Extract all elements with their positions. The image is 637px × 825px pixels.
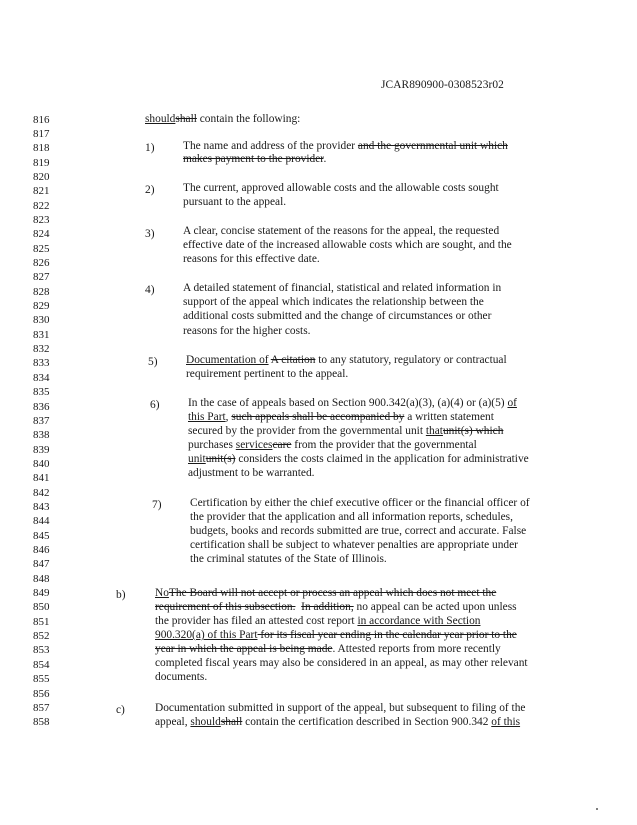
- item-2-line-2: pursuant to the appeal.: [183, 196, 287, 208]
- item-5-line-2: requirement pertinent to the appeal.: [186, 368, 349, 380]
- body-text: appeal,: [155, 716, 191, 728]
- line-number: 853: [33, 644, 50, 657]
- item-marker-2: 2): [145, 184, 155, 196]
- item-marker-7: 7): [152, 499, 162, 511]
- inserted-text: services: [235, 439, 273, 451]
- item-6-line-2: [188, 411, 494, 423]
- body-text: ,: [225, 411, 232, 423]
- item-4-line-1: A detailed statement of financial, statistical and related information in: [183, 282, 502, 294]
- item-1-line-2: [183, 153, 326, 165]
- item-1-line-1: [183, 140, 508, 152]
- line-number: 858: [33, 716, 50, 729]
- item-5-line-1: [186, 354, 507, 366]
- line-number: 830: [33, 314, 50, 327]
- item-2-line-1: The current, approved allowable costs and the allowable costs sought: [183, 182, 499, 194]
- line-number: 833: [33, 357, 50, 370]
- item-7-line-2: the provider that the application and all information reports, schedules,: [190, 511, 513, 523]
- deleted-text: The Board will not accept or process an appeal which does not meet the: [168, 587, 497, 599]
- body-text: secured by the provider from the governmental unit: [188, 425, 426, 437]
- line-number: 817: [33, 127, 50, 140]
- item-marker-4: 4): [145, 284, 155, 296]
- inserted-text: unit: [188, 453, 206, 465]
- line-number: 825: [33, 242, 50, 255]
- item-3-line-3: reasons for this effective date.: [183, 253, 320, 265]
- line-number: 850: [33, 601, 50, 614]
- item-7-line-4: certification shall be subject to whatever penalties are appropriate under: [190, 539, 518, 551]
- section-b-line-5: [155, 643, 501, 655]
- line-number: 848: [33, 572, 50, 585]
- deleted-text: unit(s) which: [442, 425, 504, 437]
- inserted-text: this Part: [188, 411, 226, 423]
- body-text: considers the costs claimed in the application for administrative: [235, 453, 529, 465]
- line-number: 821: [33, 185, 50, 198]
- line-number: 832: [33, 343, 50, 356]
- line-number: 857: [33, 701, 50, 714]
- line-number: 823: [33, 213, 50, 226]
- line-number: 828: [33, 285, 50, 298]
- section-marker-c: c): [116, 704, 125, 716]
- line-number: 834: [33, 371, 50, 384]
- deleted-text: care: [272, 439, 292, 451]
- section-b-line-4: [155, 629, 517, 641]
- body-text: purchases: [188, 439, 236, 451]
- line-number: 835: [33, 386, 50, 399]
- deleted-text: and the governmental unit which: [357, 140, 508, 152]
- body-text: to any statutory, regulatory or contractual: [315, 354, 507, 366]
- line-number: 855: [33, 673, 50, 686]
- deleted-text: for its fiscal year ending in the calendar year prior to the: [257, 629, 517, 641]
- body-text: a written statement: [404, 411, 494, 423]
- section-b-line-6: completed fiscal years may also be considered in an appeal, as may other relevant: [155, 657, 528, 669]
- line-number: 846: [33, 544, 50, 556]
- inserted-text: No: [155, 587, 169, 599]
- line-number: 844: [33, 515, 50, 528]
- deleted-text: A citation: [270, 354, 316, 366]
- deleted-text: unit(s): [205, 453, 236, 465]
- item-marker-3: 3): [145, 228, 155, 240]
- body-text: contain the following:: [196, 113, 301, 125]
- item-marker-1: 1): [145, 142, 155, 154]
- item-6-line-1: [188, 397, 517, 409]
- deleted-text: makes payment to the provider: [183, 153, 324, 165]
- inserted-text: 900.320(a) of this Part: [155, 629, 258, 641]
- line-number: 840: [33, 457, 50, 470]
- intro-line: [145, 113, 300, 125]
- inserted-text: in accordance with Section: [357, 615, 481, 627]
- item-7-line-3: budgets, books and records submitted are true, correct and accurate. False: [190, 525, 527, 537]
- deleted-text: such appeals shall be accompanied by: [231, 411, 405, 423]
- item-3-line-1: A clear, concise statement of the reasons for the appeal, the requested: [183, 225, 500, 237]
- item-7-line-1: Certification by either the chief executive officer or the financial officer of: [190, 497, 530, 509]
- deleted-text: shall: [175, 113, 197, 125]
- section-c-line-2: [155, 716, 520, 728]
- line-number: 824: [33, 228, 50, 241]
- body-text: the provider has filed an attested cost report: [155, 615, 358, 627]
- inserted-text: that: [425, 425, 443, 437]
- line-number: 842: [33, 486, 50, 499]
- item-marker-6: 6): [150, 399, 160, 411]
- line-number: 843: [33, 500, 50, 513]
- section-c-line-1: Documentation submitted in support of the appeal, but subsequent to filing of the: [155, 702, 526, 714]
- section-marker-b: b): [116, 589, 126, 601]
- inserted-text: should: [190, 716, 221, 728]
- section-b-line-1: [155, 587, 496, 599]
- deleted-text: shall: [220, 716, 243, 728]
- line-number: 856: [33, 687, 50, 700]
- line-number: 839: [33, 443, 50, 456]
- line-number: 852: [33, 630, 50, 643]
- item-7-line-5: the criminal statutes of the State of Illinois.: [190, 553, 387, 565]
- line-number: 845: [33, 529, 50, 542]
- item-4-line-4: reasons for the higher costs.: [183, 325, 311, 337]
- line-number: 826: [33, 257, 50, 269]
- line-number: 837: [33, 414, 50, 427]
- item-marker-5: 5): [148, 356, 158, 368]
- deleted-text: year in which the appeal is being made: [155, 643, 333, 655]
- deleted-text: In addition,: [301, 601, 354, 613]
- deleted-text: requirement of this subsection.: [155, 601, 296, 613]
- line-number: 854: [33, 658, 50, 671]
- body-text: .: [323, 153, 327, 165]
- line-number: 820: [33, 170, 50, 183]
- scan-speck: [596, 808, 598, 810]
- body-text: . Attested reports from more recently: [332, 643, 501, 655]
- line-number: 818: [33, 142, 50, 155]
- inserted-text: of this: [491, 716, 521, 728]
- line-number: 827: [33, 271, 50, 284]
- body-text: no appeal can be acted upon unless: [353, 601, 517, 613]
- section-b-line-3: [155, 615, 480, 627]
- line-number: 831: [33, 328, 50, 341]
- line-number: 822: [33, 199, 50, 212]
- line-number: 841: [33, 472, 50, 485]
- section-b-line-2: [155, 601, 517, 613]
- inserted-text: should: [145, 113, 176, 125]
- line-number: 851: [33, 615, 50, 628]
- item-6-line-5: [188, 453, 529, 465]
- item-3-line-2: effective date of the increased allowable costs which are sought, and the: [183, 239, 512, 251]
- item-6-line-3: [188, 425, 503, 437]
- body-text: contain the certification described in Section 900.342: [242, 716, 492, 728]
- inserted-text: Documentation of: [186, 354, 269, 366]
- line-number: 829: [33, 300, 50, 313]
- body-text: from the provider that the governmental: [291, 439, 477, 451]
- document-id-header: JCAR890900-0308523r02: [381, 79, 504, 91]
- line-number: 849: [33, 587, 50, 600]
- item-6-line-4: [188, 439, 477, 451]
- line-number: 819: [33, 156, 50, 169]
- line-number: 847: [33, 558, 50, 571]
- item-6-line-6: adjustment to be warranted.: [188, 467, 315, 479]
- item-4-line-3: additional costs submitted and the change of circumstances or other: [183, 310, 492, 322]
- body-text: The name and address of the provider: [183, 140, 358, 152]
- body-text: In the case of appeals based on Section 900.342(a)(3), (a)(4) or (a)(5): [188, 397, 508, 409]
- section-b-line-7: documents.: [155, 671, 208, 683]
- line-number: 838: [33, 429, 50, 442]
- item-4-line-2: support of the appeal which indicates the relationship between the: [183, 296, 484, 308]
- inserted-text: of: [507, 397, 517, 409]
- line-number: 816: [33, 113, 50, 126]
- line-number: 836: [33, 400, 50, 413]
